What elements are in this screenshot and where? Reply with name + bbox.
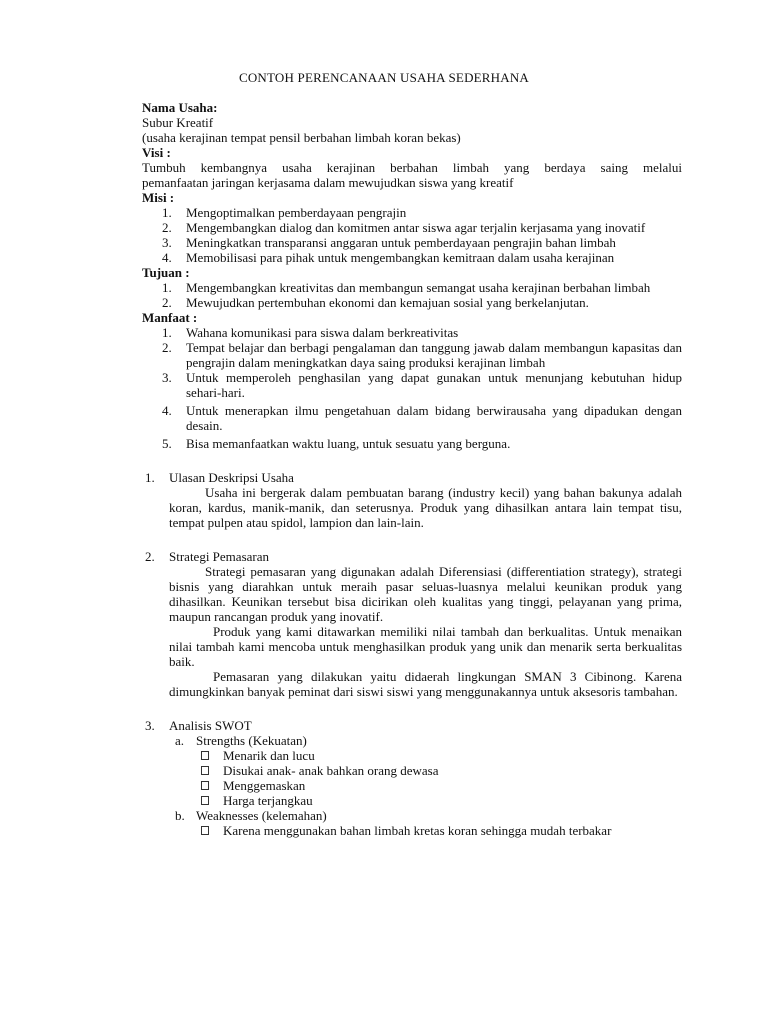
sub-title: Weaknesses (kelemahan) xyxy=(196,808,327,823)
list-text: Wahana komunikasi para siswa dalam berkreativitas xyxy=(186,325,459,340)
list-number: 4. xyxy=(162,250,172,265)
list-number: 1. xyxy=(162,280,172,295)
swot-weaknesses-heading xyxy=(169,808,682,823)
section-paragraph: Produk yang kami ditawarkan memiliki nilai tambah dan berkualitas. Untuk menaikan nilai tambah kami mencoba untuk menghasilkan produk yang unik dan menarik serta berkualitas baik. xyxy=(169,624,682,669)
visi-text-line2: pemanfaatan jaringan kerjasama dalam mewujudkan siswa yang kreatif xyxy=(142,175,514,190)
list-text: Meningkatkan transparansi anggaran untuk pemberdayaan pengrajin bahan limbah xyxy=(186,235,616,250)
misi-item xyxy=(142,205,682,220)
checkbox-bullet-icon xyxy=(201,751,209,760)
bullet-text: Menggemaskan xyxy=(223,778,306,793)
list-text: Mengoptimalkan pemberdayaan pengrajin xyxy=(186,205,407,220)
list-number: 4. xyxy=(162,403,172,418)
checkbox-bullet-icon xyxy=(201,781,209,790)
nama-usaha-label: Nama Usaha: xyxy=(142,100,218,115)
list-number: 2. xyxy=(162,220,172,235)
bullet-item xyxy=(169,778,682,793)
section-number: 1. xyxy=(145,470,155,485)
list-text: Memobilisasi para pihak untuk mengembangkan kemitraan dalam usaha kerajinan xyxy=(186,250,615,265)
section-paragraph: Strategi pemasaran yang digunakan adalah Diferensiasi (differentiation strategy), strategi bisnis yang diarahkan untuk meraih pasar seluas-luasnya melalui keunikan produk yang dihasilkan. Keunikan tersebut bisa dicirikan oleh kualitas yang tinggi, pelayanan yang prima, maupun rancangan produk yang inovatif. xyxy=(169,564,682,624)
list-number: 3. xyxy=(162,370,172,385)
tujuan-label: Tujuan : xyxy=(142,265,190,280)
list-text: Mengembangkan dialog dan komitmen antar siswa agar terjalin kerjasama yang inovatif xyxy=(186,220,646,235)
manfaat-list-continued xyxy=(142,370,682,451)
bullet-item xyxy=(169,763,682,778)
sub-title: Strengths (Kekuatan) xyxy=(196,733,307,748)
misi-list xyxy=(142,205,682,265)
section-number: 3. xyxy=(145,718,155,733)
bullet-item xyxy=(169,823,682,838)
section-title: Analisis SWOT xyxy=(169,718,252,733)
manfaat-item xyxy=(142,436,682,451)
section-paragraph: Pemasaran yang dilakukan yaitu didaerah lingkungan SMAN 3 Cibinong. Karena dimungkinkan banyak peminat dari siswi siswi yang menggunakannya untuk aksesoris tambahan. xyxy=(169,669,682,699)
misi-item xyxy=(142,250,682,265)
tujuan-item xyxy=(142,295,682,310)
section-ulasan xyxy=(142,470,682,530)
section-heading xyxy=(145,549,682,564)
list-number: 2. xyxy=(162,295,172,310)
list-number: 1. xyxy=(162,205,172,220)
list-number: 3. xyxy=(162,235,172,250)
list-number: 2. xyxy=(162,340,172,355)
section-paragraph: Usaha ini bergerak dalam pembuatan barang (industry kecil) yang bahan bakunya adalah koran, kardus, manik-manik, dan seterusnya. Produk yang dihasilkan antara lain tempat tisu, tempat pulpen atau spidol, lampion dan lain-lain. xyxy=(169,485,682,530)
nama-usaha-desc: (usaha kerajinan tempat pensil berbahan limbah koran bekas) xyxy=(142,130,461,145)
list-text: Mengembangkan kreativitas dan membangun semangat usaha kerajinan berbahan limbah xyxy=(186,280,651,295)
list-number: 5. xyxy=(162,436,172,451)
nama-usaha-name: Subur Kreatif xyxy=(142,115,214,130)
checkbox-bullet-icon xyxy=(201,796,209,805)
visi-label: Visi : xyxy=(142,145,171,160)
tujuan-list xyxy=(142,280,682,310)
list-text: Bisa memanfaatkan waktu luang, untuk sesuatu yang berguna. xyxy=(186,436,511,451)
checkbox-bullet-icon xyxy=(201,826,209,835)
section-strategi xyxy=(142,549,682,699)
tujuan-item xyxy=(142,280,682,295)
document-body xyxy=(142,100,682,838)
section-title: Strategi Pemasaran xyxy=(169,549,269,564)
bullet-item xyxy=(169,748,682,763)
manfaat-item xyxy=(142,340,682,370)
bullet-text: Harga terjangkau xyxy=(223,793,313,808)
section-title: Ulasan Deskripsi Usaha xyxy=(169,470,294,485)
section-heading xyxy=(145,470,682,485)
misi-label: Misi : xyxy=(142,190,175,205)
document-title: CONTOH PERENCANAAN USAHA SEDERHANA xyxy=(238,70,530,85)
section-heading xyxy=(145,718,682,733)
manfaat-item xyxy=(142,403,682,433)
visi-text-line1: Tumbuh kembangnya usaha kerajinan berbahan limbah yang berdaya saing melalui xyxy=(142,160,682,175)
list-text: Tempat belajar dan berbagi pengalaman dan tanggung jawab dalam membangun kapasitas dan pengrajin dalam meningkatkan daya saing produksi kerajinan limbah xyxy=(186,340,682,370)
bullet-text: Menarik dan lucu xyxy=(223,748,315,763)
section-swot xyxy=(142,718,682,838)
manfaat-item xyxy=(142,370,682,400)
manfaat-label: Manfaat : xyxy=(142,310,198,325)
section-number: 2. xyxy=(145,549,155,564)
list-number: 1. xyxy=(162,325,172,340)
bullet-item xyxy=(169,793,682,808)
misi-item xyxy=(142,220,682,235)
manfaat-item xyxy=(142,325,682,340)
list-text: Untuk menerapkan ilmu pengetahuan dalam bidang berwirausaha yang dipadukan dengan desain. xyxy=(186,403,682,433)
checkbox-bullet-icon xyxy=(201,766,209,775)
misi-item xyxy=(142,235,682,250)
bullet-text: Karena menggunakan bahan limbah kretas koran sehingga mudah terbakar xyxy=(223,823,612,838)
sub-letter: a. xyxy=(175,733,185,748)
list-text: Untuk memperoleh penghasilan yang dapat gunakan untuk menunjang kebutuhan hidup sehari-hari. xyxy=(186,370,682,400)
swot-strengths-heading xyxy=(169,733,682,748)
manfaat-list xyxy=(142,325,682,370)
list-text: Mewujudkan pertembuhan ekonomi dan kemajuan sosial yang berkelanjutan. xyxy=(186,295,589,310)
sub-letter: b. xyxy=(175,808,185,823)
bullet-text: Disukai anak- anak bahkan orang dewasa xyxy=(223,763,439,778)
